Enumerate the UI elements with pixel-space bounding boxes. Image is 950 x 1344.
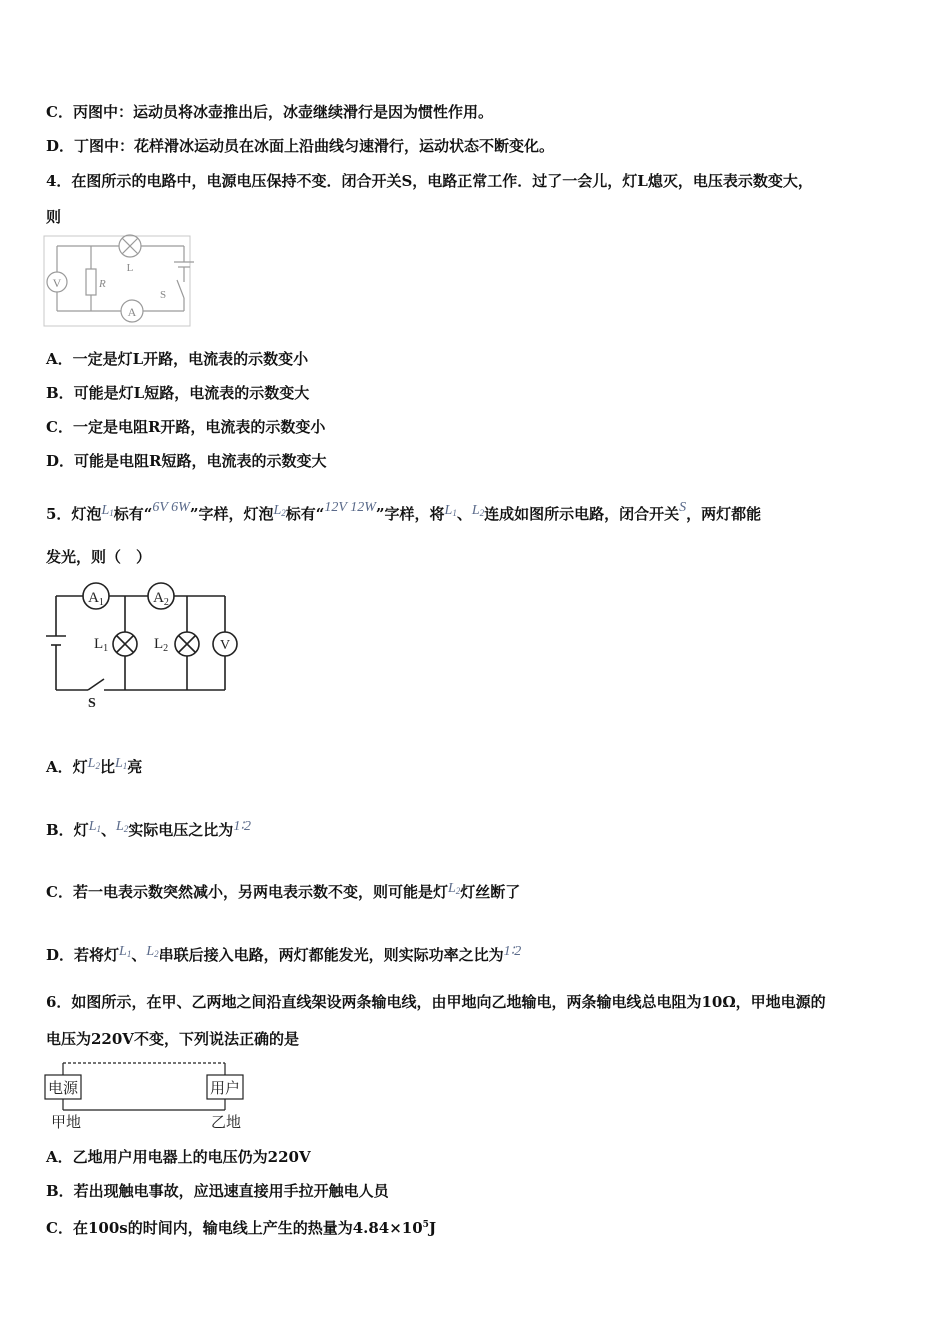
q6-fig-user-label: 用户 <box>209 1081 241 1097</box>
q5-fig-ammeter2-label: $A_2$ <box>153 590 169 608</box>
q6-transmission-diagram <box>44 1060 249 1132</box>
q5-fig-ammeter1-label: $A_1$ <box>88 590 104 608</box>
q5-fig-voltmeter-label: V <box>219 638 231 653</box>
q6-fig-place-b-label: 乙地 <box>210 1115 242 1131</box>
q4-fig-voltmeter-label: V <box>52 276 62 290</box>
q4-fig-switch-label: S <box>160 289 167 301</box>
q6-fig-source-label: 电源 <box>47 1081 79 1097</box>
math-l2: L2 <box>273 503 286 518</box>
q5-stem-line1: 5．灯泡L1标有“6V 6W”字样，灯泡L2标有“12V 12W”字样，将L1、L2连成如图所示电路，闭合开关S，两灯都能 <box>46 500 762 523</box>
q5-circuit-diagram <box>44 580 244 710</box>
q6-option-b: B．若出现触电事故，应迅速直接用手拉开触电人员 <box>46 1182 389 1200</box>
math-l2: L2 <box>146 944 159 959</box>
q5-option-d: D．若将灯L1、L2串联后接入电路，两灯都能发光，则实际功率之比为1∶2 <box>46 944 522 964</box>
q4-option-c: C．一定是电阻R开路，电流表的示数变小 <box>46 418 326 436</box>
ratio-1-2: 1∶2 <box>233 819 251 834</box>
q4-fig-ammeter-label: A <box>127 305 137 319</box>
q4-option-d: D．可能是电阻R短路，电流表的示数变大 <box>46 452 327 470</box>
q5-fig-switch-label: S <box>88 696 96 711</box>
q4-option-a: A．一定是灯L开路，电流表的示数变小 <box>46 350 309 368</box>
q6-option-a: A．乙地用户用电器上的电压仍为220V <box>46 1148 311 1166</box>
math-l1: L1 <box>444 503 457 518</box>
q4-fig-resistor-label: R <box>99 278 106 290</box>
math-l2: L2 <box>87 756 100 771</box>
math-l1: L1 <box>114 756 128 771</box>
q4-circuit-diagram <box>44 236 190 326</box>
q5-option-a: A．灯L2比L1亮 <box>46 756 143 776</box>
q6-stem-line1: 6．如图所示，在甲、乙两地之间沿直线架设两条输电线，由甲地向乙地输电，两条输电线总电阻为10Ω，甲地电源的 <box>46 993 826 1011</box>
q5-fig-lamp2-label: $L_2$ <box>154 636 169 654</box>
q6-stem-line2: 电压为220V不变，下列说法正确的是 <box>46 1030 299 1048</box>
rating-6v-6w: 6V 6W <box>152 500 190 515</box>
q4-stem-line1: 4．在图所示的电路中，电源电压保持不变．闭合开关S，电路正常工作．过了一会儿，灯L熄灭，电压表示数变大， <box>46 172 813 190</box>
math-l1: L1 <box>88 819 101 834</box>
math-l2: L2 <box>116 819 129 834</box>
math-l1: L1 <box>101 503 114 518</box>
q6-fig-place-a-label: 甲地 <box>50 1115 82 1131</box>
q5-option-c: C．若一电表示数突然减小，另两电表示数不变，则可能是灯L2灯丝断了 <box>46 881 521 901</box>
ratio-1-2: 1∶2 <box>503 944 522 959</box>
q4-stem-line2: 则 <box>46 208 62 226</box>
rating-12v-12w: 12V 12W <box>324 500 376 515</box>
q5-option-b: B．灯L1、L2实际电压之比为1∶2 <box>46 819 251 839</box>
q3-option-d: D．丁图中：花样滑冰运动员在冰面上沿曲线匀速滑行，运动状态不断变化。 <box>46 137 555 155</box>
math-l2: L2 <box>447 881 461 896</box>
q4-fig-lamp-label: L <box>126 262 134 274</box>
q6-option-c: C．在100s的时间内，输电线上产生的热量为$4.84\times 10^5J$ <box>46 1219 437 1237</box>
math-s: S <box>679 500 687 515</box>
q3-option-c: C．丙图中：运动员将冰壶推出后，冰壶继续滑行是因为惯性作用。 <box>46 103 493 121</box>
q5-stem-line2: 发光，则（ ） <box>46 548 152 566</box>
q5-fig-lamp1-label: $L_1$ <box>94 636 109 654</box>
q4-option-b: B．可能是灯L短路，电流表的示数变大 <box>46 384 310 402</box>
math-l1: L1 <box>119 944 132 959</box>
math-l2: L2 <box>471 503 485 518</box>
